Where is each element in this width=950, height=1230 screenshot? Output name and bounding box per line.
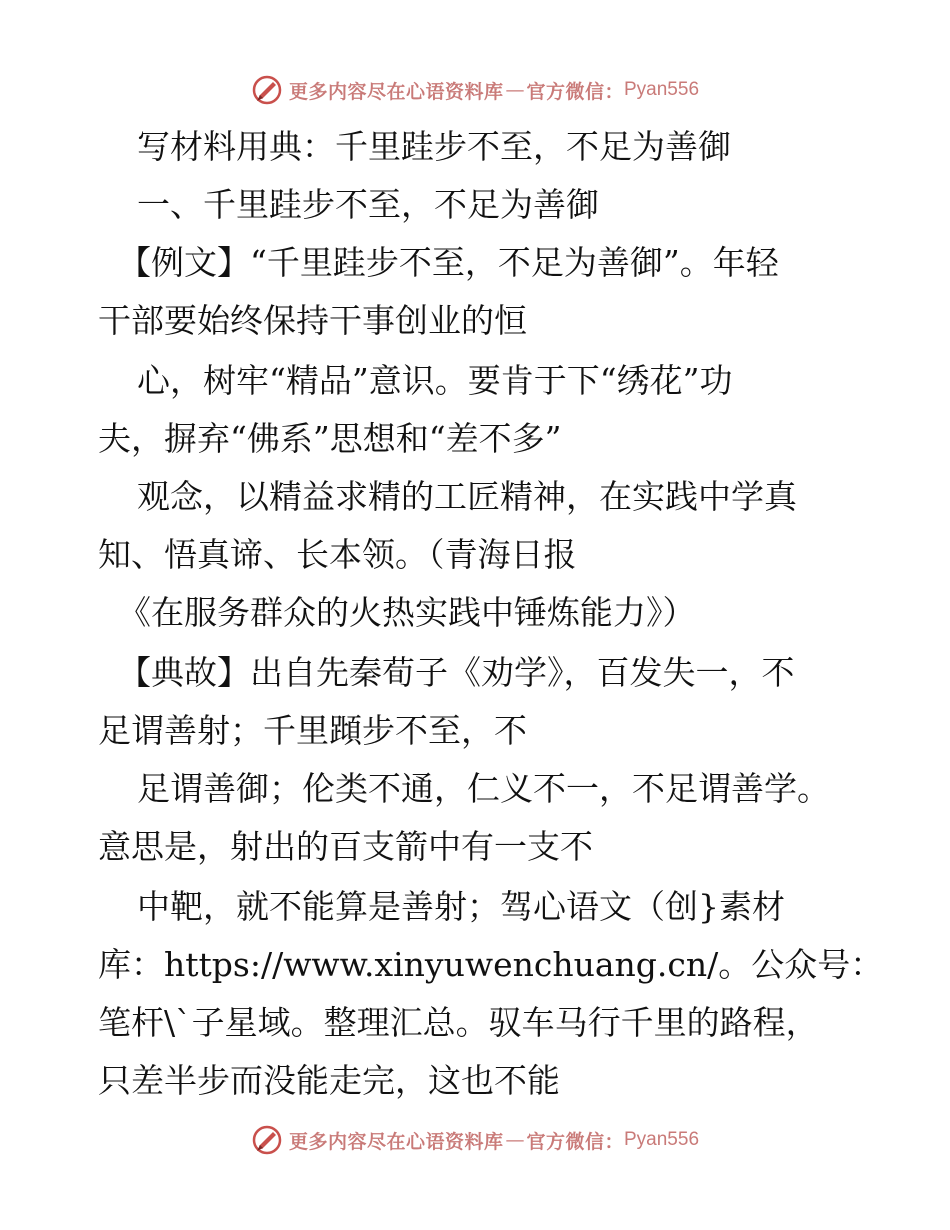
- banner-account: Pyan556: [624, 1129, 700, 1150]
- body-line: 中靶，就不能算是善射；驾心语文（创}素材: [137, 887, 785, 926]
- body-line: 【典故】出自先秦荀子《劝学》，百发失一，不: [118, 653, 795, 692]
- body-line: 笔杆\`子星域。整理汇总。驭车马行千里的路程，: [98, 1003, 819, 1042]
- body-line: 《在服务群众的火热实践中锤炼能力》）: [118, 593, 696, 632]
- banner-label: 官方微信：: [526, 80, 624, 103]
- body-line: 意思是，射出的百支箭中有一支不: [98, 827, 593, 866]
- banner-text: 更多内容尽在心语资料库: [288, 1130, 504, 1153]
- body-line: 心，树牢“精品”意识。要肯于下“绣花”功: [137, 361, 733, 400]
- brand-logo-icon: [251, 74, 283, 106]
- body-line: 夫，摒弃“佛系”思想和“差不多”: [98, 419, 562, 458]
- body-line: 干部要始终保持干事创业的恒: [98, 301, 527, 340]
- banner-separator: —: [505, 1129, 525, 1151]
- body-line: 足谓善御；伦类不通，仁义不一，不足谓善学。: [137, 769, 830, 808]
- section-heading: 一、千里跬步不至，不足为善御: [137, 185, 599, 224]
- banner-separator: —: [505, 79, 525, 101]
- banner-text: 更多内容尽在心语资料库: [288, 80, 504, 103]
- footer-watermark-banner: [0, 1120, 950, 1160]
- body-line: 只差半步而没能走完，这也不能: [98, 1061, 560, 1100]
- body-line: 观念，以精益求精的工匠精神，在实践中学真: [137, 477, 797, 516]
- body-line: 足谓善射；千里蹞步不至，不: [98, 711, 527, 750]
- header-watermark-banner: [0, 70, 950, 110]
- banner-label: 官方微信：: [526, 1130, 624, 1153]
- body-line: 库：https://www.xinyuwenchuang.cn/。公众号：: [98, 945, 884, 984]
- document-title: 写材料用典：千里跬步不至，不足为善御: [137, 127, 731, 166]
- body-line: 知、悟真谛、长本领。（青海日报: [98, 535, 577, 574]
- banner-account: Pyan556: [624, 79, 700, 100]
- body-line: 【例文】“千里跬步不至，不足为善御”。年轻: [118, 243, 779, 282]
- brand-logo-icon: [251, 1124, 283, 1156]
